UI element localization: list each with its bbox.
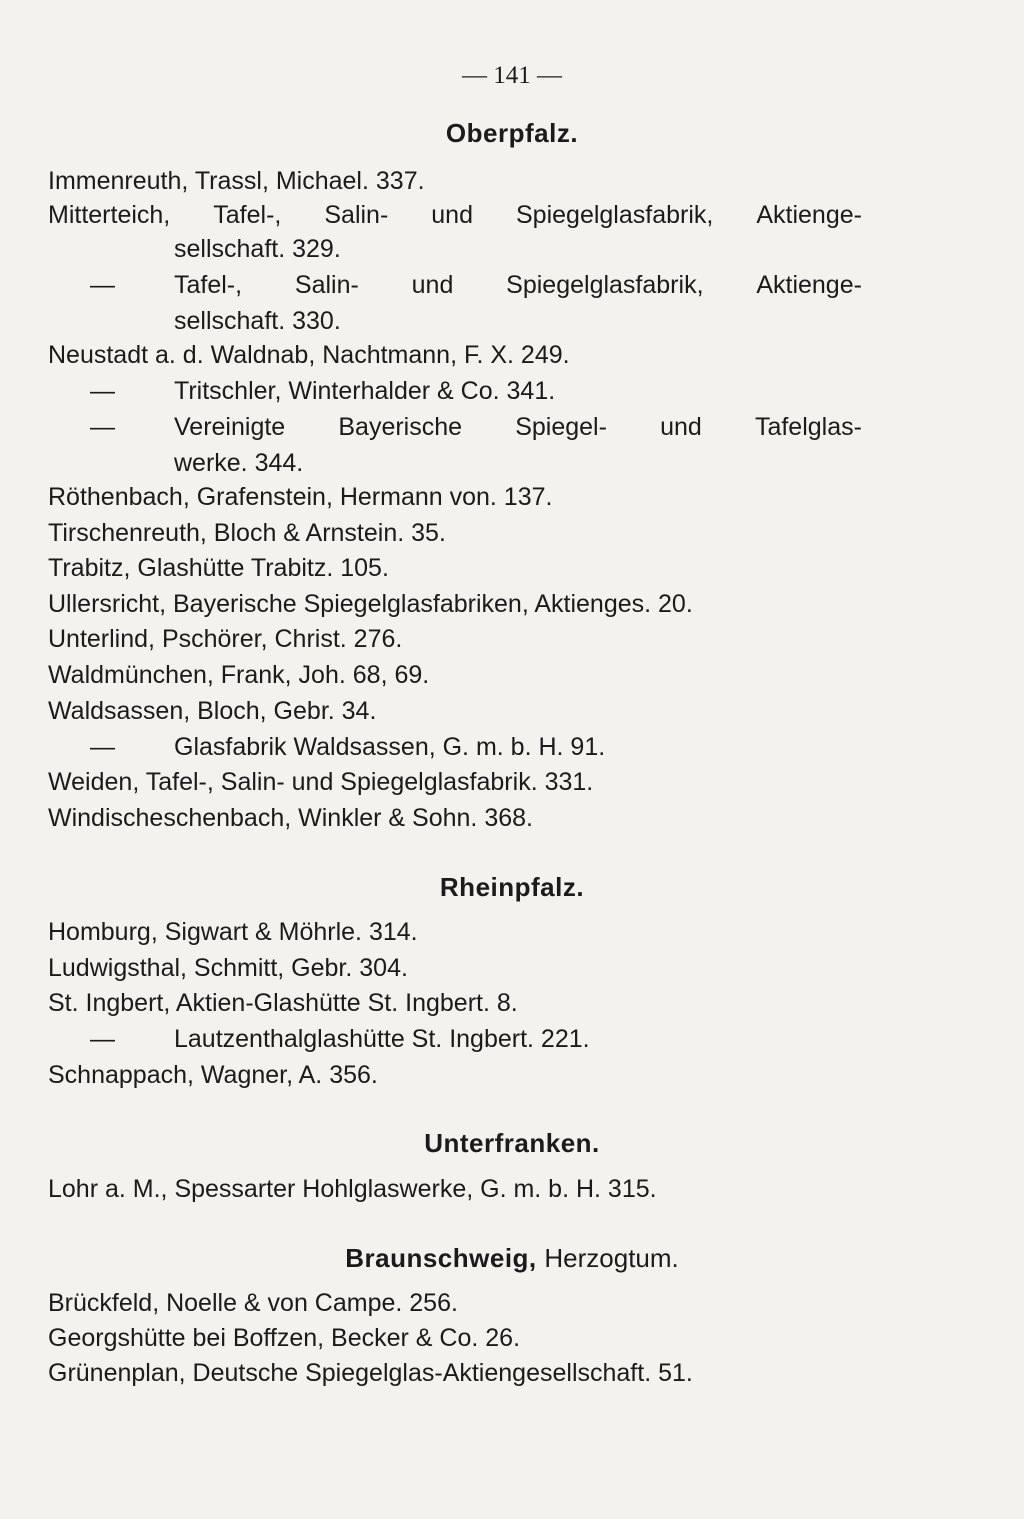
entry-neustadt: Neustadt a. d. Waldnab, Nachtmann, F. X. 249. (48, 341, 570, 369)
entry-st-ingbert-2: Lautzenthalglashütte St. Ingbert. 221. (174, 1025, 590, 1053)
entry-st-ingbert: St. Ingbert, Aktien-Glashütte St. Ingbert. 8. (48, 989, 518, 1017)
entry-waldsassen: Waldsassen, Bloch, Gebr. 34. (48, 697, 377, 725)
entry-trabitz: Trabitz, Glashütte Trabitz. 105. (48, 554, 389, 582)
section-title-rheinpfalz: Rheinpfalz. (439, 872, 585, 902)
ditto-dash: — (90, 377, 115, 405)
entry-gruenenplan: Grünenplan, Deutsche Spiegelglas-Aktiengesellschaft. 51. (48, 1359, 693, 1387)
entry-windischeschenbach: Windischeschenbach, Winkler & Sohn. 368. (48, 804, 533, 832)
entry-homburg: Homburg, Sigwart & Möhrle. 314. (48, 918, 418, 946)
entry-immenreuth: Immenreuth, Trassl, Michael. 337. (48, 167, 425, 195)
entry-georgshuette: Georgshütte bei Boffzen, Becker & Co. 26. (48, 1324, 521, 1352)
entry-continuation: werke. 344. (174, 449, 304, 477)
ditto-dash: — (90, 733, 115, 761)
entry-continuation: sellschaft. 330. (174, 307, 341, 335)
section-title-oberpfalz: Oberpfalz. (445, 118, 579, 148)
entry-tirschenreuth: Tirschenreuth, Bloch & Arnstein. 35. (48, 519, 446, 547)
page-number: — 141 — (462, 62, 562, 89)
entry-neustadt-3: Vereinigte Bayerische Spiegel- und Tafelglas- (174, 413, 862, 441)
entry-weiden: Weiden, Tafel-, Salin- und Spiegelglasfabrik. 331. (48, 768, 594, 796)
entry-unterlind: Unterlind, Pschörer, Christ. 276. (48, 625, 403, 653)
section-title-unterfranken: Unterfranken. (424, 1128, 600, 1158)
ditto-dash: — (90, 1025, 115, 1053)
entry-lohr: Lohr a. M., Spessarter Hohlglaswerke, G. m. b. H. 315. (48, 1175, 657, 1203)
entry-ludwigsthal: Ludwigsthal, Schmitt, Gebr. 304. (48, 954, 408, 982)
ditto-dash: — (90, 413, 115, 441)
section-title-braunschweig: Braunschweig, Herzogtum. (345, 1243, 679, 1273)
entry-continuation: sellschaft. 329. (174, 235, 341, 263)
entry-neustadt-2: Tritschler, Winterhalder & Co. 341. (174, 377, 556, 405)
entry-roethenbach: Röthenbach, Grafenstein, Hermann von. 137. (48, 483, 553, 511)
ditto-dash: — (90, 271, 115, 299)
entry-ullersricht: Ullersricht, Bayerische Spiegelglasfabriken, Aktienges. 20. (48, 590, 693, 618)
entry-waldsassen-2: Glasfabrik Waldsassen, G. m. b. H. 91. (174, 733, 606, 761)
entry-waldmuenchen: Waldmünchen, Frank, Joh. 68, 69. (48, 661, 430, 689)
entry-brueckfeld: Brückfeld, Noelle & von Campe. 256. (48, 1289, 458, 1317)
entry-mitterteich: Mitterteich, Tafel-, Salin- und Spiegelglasfabrik, Aktienge- (48, 201, 862, 229)
entry-schnappach: Schnappach, Wagner, A. 356. (48, 1061, 378, 1089)
entry-mitterteich-2: Tafel-, Salin- und Spiegelglasfabrik, Aktienge- (174, 271, 862, 299)
